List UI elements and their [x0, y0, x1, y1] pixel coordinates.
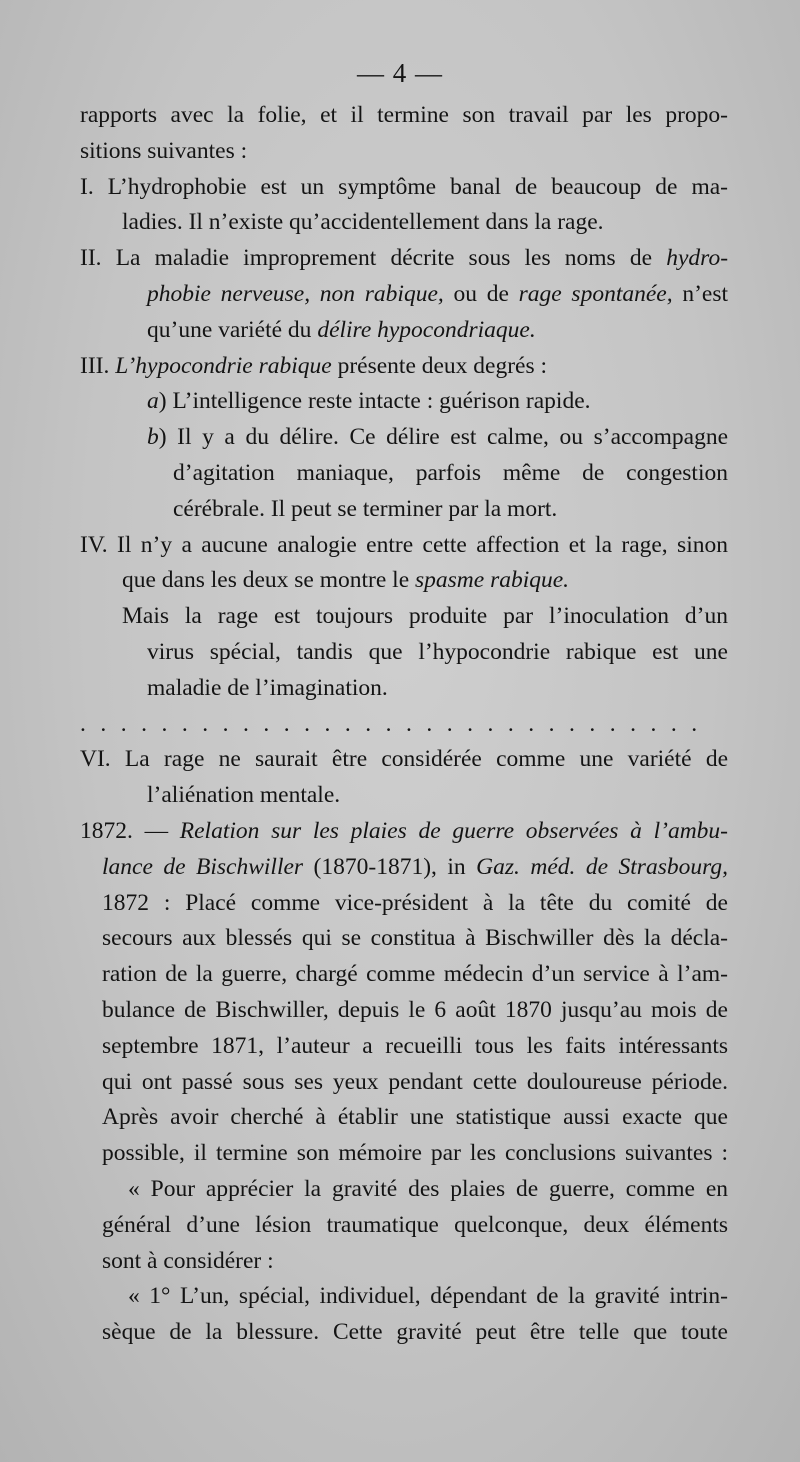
text-line: [80, 384, 728, 420]
text-span-italic: Relation sur les plaies de guerre observées à l’ambu-: [179, 817, 728, 844]
text-span-italic: b: [147, 424, 159, 451]
text-span-italic: lance de Bischwiller: [102, 853, 304, 880]
text-span: III.: [80, 352, 116, 379]
proposition-2: [80, 241, 728, 277]
text-line: [80, 850, 728, 886]
quote-line: « 1° L’un, spécial, individuel, dépendant de la gravité intrin-: [128, 1283, 728, 1310]
text-span: n’est: [672, 280, 728, 307]
quote-line: général d’une lésion traumatique quelconque, deux éléments: [102, 1211, 728, 1238]
text-span-italic: rage spontanée,: [518, 280, 673, 307]
text-line: d’agitation maniaque, parfois même de congestion: [173, 459, 728, 486]
text-line: [80, 277, 728, 313]
text-span: 1872. —: [80, 817, 180, 844]
text-span-italic: phobie nerveuse, non rabique,: [147, 280, 444, 307]
text-line: qui ont passé sous ses yeux pendant cette douloureuse période.: [102, 1068, 728, 1095]
text-span-italic: L’hypocondrie rabique: [115, 352, 332, 379]
proposition-6: VI. La rage ne saurait être considérée comme une variété de: [80, 746, 728, 773]
text-line: virus spécial, tandis que l’hypocondrie rabique est une: [147, 638, 728, 665]
text-span: ) L’intelligence reste intacte : guérison rapide.: [158, 388, 591, 415]
quote-line: sont à considérer :: [102, 1247, 274, 1274]
text-span-italic: hydro-: [666, 245, 729, 272]
text-span-italic: délire hypocondriaque.: [317, 316, 536, 343]
entry-1872: [80, 814, 728, 850]
text-line: possible, il termine son mémoire par les conclusions suivantes :: [102, 1140, 728, 1167]
text-span: II. La maladie improprement décrite sous les noms de: [80, 245, 653, 272]
quote-line: « Pour apprécier la gravité des plaies de guerre, comme en: [128, 1175, 728, 1202]
proposition-3: [80, 349, 728, 385]
quote-line: sèque de la blessure. Cette gravité peut être telle que toute: [102, 1319, 728, 1346]
page-number: — 4 —: [357, 58, 443, 88]
text-line: sitions suivantes :: [80, 137, 248, 164]
text-line: ration de la guerre, chargé comme médecin d’un service à l’am-: [102, 961, 728, 988]
proposition-1: I. L’hydrophobie est un symptôme banal de beaucoup de ma-: [80, 173, 728, 200]
text-line: secours aux blessés qui se constitua à Bischwiller dès la décla-: [102, 925, 728, 952]
text-span: ou de: [443, 280, 519, 307]
text-line: 1872 : Placé comme vice-président à la tête du comité de: [102, 889, 728, 916]
body-text: [80, 98, 728, 1351]
text-line: rapports avec la folie, et il termine son travail par les propo-: [80, 102, 728, 128]
text-line: cérébrale. Il peut se terminer par la mort.: [173, 495, 558, 522]
ellipsis-separator: ...............................: [80, 710, 712, 737]
text-span: présente deux degrés :: [331, 352, 548, 379]
text-span: ) Il y a du délire. Ce délire est calme, ou s’accompagne: [158, 424, 728, 451]
text-line: Après avoir cherché à établir une statistique aussi exacte que: [102, 1104, 728, 1131]
text-line: ladies. Il n’existe qu’accidentellement dans la rage.: [122, 209, 604, 236]
text-span: qu’une variété du: [147, 316, 318, 343]
proposition-4: IV. Il n’y a aucune analogie entre cette affection et la rage, sinon: [80, 531, 728, 558]
text-line: [80, 313, 728, 349]
text-line: l’aliénation mentale.: [147, 782, 341, 809]
text-line: [80, 563, 728, 599]
text-line: septembre 1871, l’auteur a recueilli tous les faits intéressants: [102, 1032, 728, 1059]
text-line: maladie de l’imagination.: [147, 674, 388, 701]
text-span: que dans les deux se montre le: [122, 567, 416, 594]
text-line: bulance de Bischwiller, depuis le 6 août 1870 jusqu’au mois de: [102, 996, 728, 1023]
text-span-italic: Gaz. méd. de Strasbourg,: [476, 853, 728, 880]
text-span: (1870-1871), in: [303, 853, 477, 880]
text-span-italic: spasme rabique.: [415, 567, 570, 594]
text-line: [80, 420, 728, 456]
text-line: Mais la rage est toujours produite par l’inoculation d’un: [122, 603, 728, 630]
text-span-italic: a: [147, 388, 159, 415]
